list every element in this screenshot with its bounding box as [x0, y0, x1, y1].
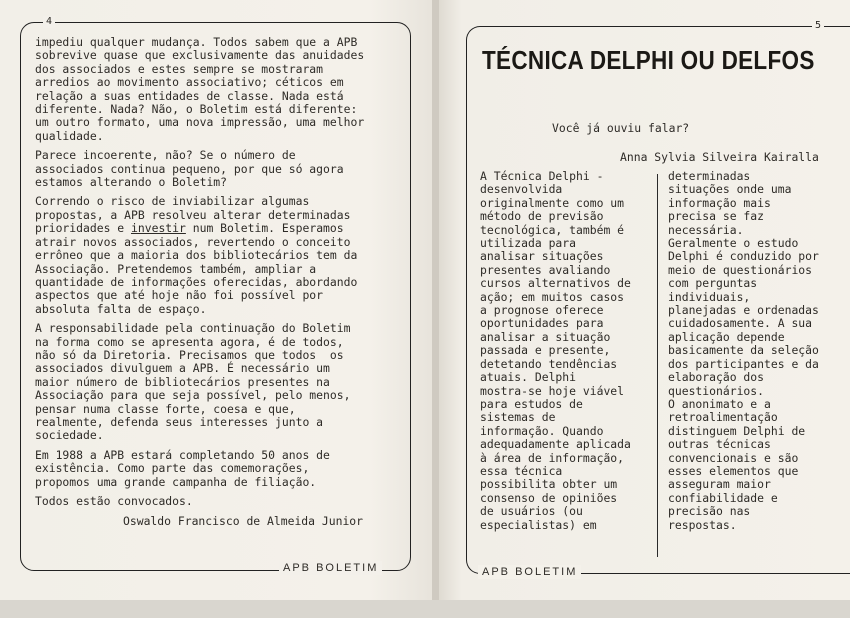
text-line: analisar a situação [480, 329, 611, 344]
paragraph [35, 36, 364, 143]
text-line: sobrevive quase que exclusivamente das anuidades [35, 48, 365, 63]
text-line: maior número de bibliotecários presentes na [35, 374, 330, 389]
text-line: Associação. Pretendemos também, ampliar a [35, 261, 317, 276]
text-line: A Técnica Delphi - [480, 169, 604, 183]
text-line: na forma como se apresenta agora, é de todos, [35, 334, 344, 349]
text-line: A responsabilidade pela continuação do Boletim [35, 321, 351, 336]
text-line: essa técnica [480, 463, 563, 478]
text-line: associados divulguem a APB. É necessário um [35, 361, 330, 376]
text-line: presentes avaliando [480, 262, 611, 277]
text-line: confiabilidade e [668, 490, 778, 505]
text-line: informação mais [668, 195, 771, 210]
text-line: convencionais e são [668, 450, 799, 465]
text-line: para estudos de [480, 396, 583, 411]
text-line: errôneo que a maioria dos bibliotecários tem da [35, 248, 358, 263]
text-line: cuidadosamente. A sua [668, 316, 813, 331]
text-line: respostas. [668, 517, 737, 532]
text-line: estamos alterando o Boletim? [35, 175, 228, 190]
text-line: determinadas [668, 169, 751, 183]
text-line: propomos uma grande campanha de filiação. [35, 474, 317, 489]
text-line: associados continua pequeno, por que só agora [35, 161, 344, 176]
text-line: desenvolvida [480, 182, 563, 197]
text-line: precisão nas [668, 504, 751, 519]
article-column-right [668, 170, 819, 532]
text-line: Delphi é conduzido por [668, 249, 819, 264]
text-line: passada e presente, [480, 343, 611, 358]
text-line: especialistas) em [480, 517, 597, 532]
text-line: atrair novos associados, revertendo o conceito [35, 234, 351, 249]
underlined-word: investir [131, 221, 186, 236]
signature: Oswaldo Francisco de Almeida Junior [123, 514, 364, 529]
text-line: atuais. Delphi [480, 370, 577, 385]
text-line: analisar situações [480, 249, 604, 264]
paragraph [35, 149, 364, 189]
text-line: quantidade de informações oferecidas, abordando [35, 274, 358, 289]
scan-bottom-edge [0, 600, 850, 618]
article-author: Anna Sylvia Silveira Kairalla [620, 150, 819, 164]
text-line: Correndo o risco de inviabilizar algumas [35, 194, 310, 209]
left-footer-label: APB BOLETIM [279, 561, 382, 575]
article-lead-question: Você já ouviu falar? [552, 121, 690, 135]
text-line: aplicação depende [668, 329, 785, 344]
text-line: possibilita obter um [480, 477, 618, 492]
text-line: situações onde uma [668, 182, 792, 197]
text-line: impediu qualquer mudança. Todos sabem que a APB [35, 35, 358, 49]
text-line: de usuários (ou [480, 504, 583, 519]
text-line: O anonimato e a [668, 396, 771, 411]
text-line: sociedade. [35, 428, 104, 443]
text-line: originalmente como um [480, 195, 625, 210]
text-line: pensar numa classe forte, coesa e que, [35, 401, 296, 416]
text-line: consenso de opiniões [480, 490, 618, 505]
text-line: absoluta falta de espaço. [35, 301, 207, 316]
text-line: utilizada para [480, 236, 577, 251]
text-line: sistemas de [480, 410, 556, 425]
paragraph [35, 449, 364, 489]
text-line: outras técnicas [668, 437, 771, 452]
text-line: cursos alternativos de [480, 276, 631, 291]
left-page-number: 4 [43, 16, 55, 28]
text-line: planejadas e ordenadas [668, 303, 819, 318]
text-line: diferente. Nada? Não, o Boletim está diferente: [35, 102, 358, 117]
text-line: basicamente da seleção [668, 343, 819, 358]
text-line: elaboração dos [668, 370, 765, 385]
text-line: Todos estão convocados. [35, 494, 193, 508]
paragraph [35, 495, 364, 508]
text-line: meio de questionários [668, 262, 813, 277]
text-line: asseguram maior [668, 477, 771, 492]
text-line: mostra-se hoje viável [480, 383, 625, 398]
right-footer-label: APB BOLETIM [478, 565, 581, 579]
column-divider [657, 174, 658, 557]
text-line: à área de informação, [480, 450, 625, 465]
text-line: necessária. [668, 222, 744, 237]
article-column-left [480, 170, 631, 532]
text-line: prioridades e investir num Boletim. Esperamos [35, 221, 344, 236]
text-line: retroalimentação [668, 410, 778, 425]
text-line: qualidade. [35, 128, 104, 143]
text-line: aspectos que até hoje não foi possível por [35, 288, 324, 303]
text-line: adequadamente aplicada [480, 437, 631, 452]
text-line: dos participantes e da [668, 356, 819, 371]
text-line: método de previsão [480, 209, 604, 224]
text-line: distinguem Delphi de [668, 423, 806, 438]
book-gutter [432, 0, 439, 600]
text-line: informação. Quando [480, 423, 604, 438]
text-line: Associação para que seja possível, pelo menos, [35, 388, 351, 403]
text-line: existência. Como parte das comemorações, [35, 461, 310, 476]
text-line: Parece incoerente, não? Se o número de [35, 148, 296, 163]
text-line: um outro formato, uma nova impressão, uma melhor [35, 115, 365, 130]
text-line: dos associados e estes sempre se mostraram [35, 61, 324, 76]
text-line: propostas, a APB resolveu alterar determinadas [35, 207, 351, 222]
text-line: não só da Diretoria. Precisamos que todos os [35, 347, 344, 362]
text-line: ação; em muitos casos [480, 289, 625, 304]
text-line: esses elementos que [668, 463, 799, 478]
text-line: questionários. [668, 383, 765, 398]
text-line: arredios ao movimento associativo; céticos em [35, 75, 344, 90]
text-line: com perguntas [668, 276, 758, 291]
article-title: TÉCNICA DELPHI OU DELFOS [482, 46, 815, 75]
right-page-number: 5 [812, 20, 824, 32]
paragraph [35, 322, 364, 443]
text-line: tecnológica, também é [480, 222, 625, 237]
text-line: oportunidades para [480, 316, 604, 331]
text-line: realmente, defenda seus interesses junto a [35, 414, 324, 429]
text-line: precisa se faz [668, 209, 765, 224]
text-line: relação a suas entidades de classe. Nada está [35, 88, 344, 103]
text-line: a prognose oferece [480, 303, 604, 318]
text-line: individuais, [668, 289, 751, 304]
text-line: Geralmente o estudo [668, 236, 799, 251]
paragraph [35, 195, 364, 316]
left-page-body [35, 36, 364, 529]
text-line: detetando tendências [480, 356, 618, 371]
text-line: Em 1988 a APB estará completando 50 anos de [35, 447, 330, 462]
